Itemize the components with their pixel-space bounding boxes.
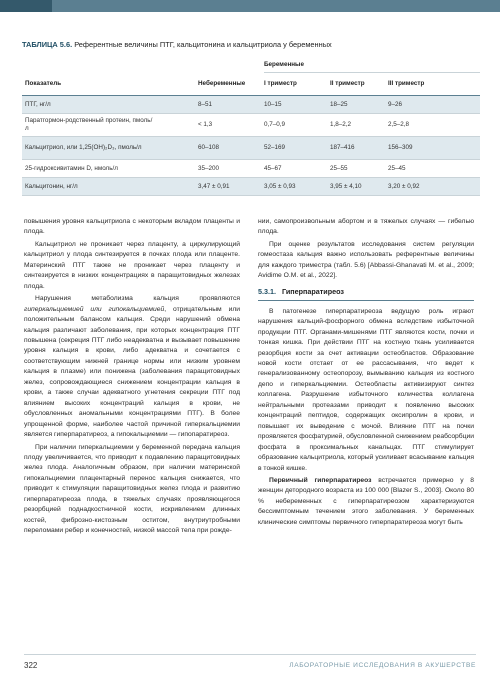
body-paragraph: [258, 476, 474, 528]
table-cell: 35–200: [198, 164, 220, 172]
table-cell: 10–15: [264, 100, 282, 108]
paragraph-text: , отрицательным или положительным балансом кальция. Среди нарушений обмена кальция различают заболевания, при которых концентрация ПТГ повышена (секреция ПТГ либо неадекватна и вызывает повышение уровня кальция в крови, либо адекватна и сочетается с соответствующим нижней границе нормы или низким уровнем кальция в плазме) или понижена (заболевания паращитовидных желез, сопровождающиеся снижением концентрации кальция в крови, а также случаи адекватного угнетения секреции ПТГ под влиянием высоких концентраций кальция в крови, не обусловленных аномальными концентрациями ПТГ). В более упрощенной форме, наиболее частой причиной гиперкальциемии является гиперпаратиреоз, а гипокальциемии — гипопаратиреоз.: [24, 305, 240, 439]
table-cell: 1,8–2,2: [330, 121, 352, 128]
body-paragraph: Кальцитриол не проникает через плаценту, а циркулирующий кальцитриол у плода синтезируется в почках плода или плаценте. Материнский ПТГ также не проникает через плаценту и синтезируется в низких концентрациях в паращитовидных железах плода.: [24, 240, 240, 290]
body-paragraph: нии, самопроизвольным абортом и в тяжелых случаях — гибелью плода.: [258, 218, 474, 236]
table-cell: 45–67: [264, 164, 282, 172]
table-cell: 3,95 ± 4,10: [330, 182, 362, 190]
table-cell: 3,20 ± 0,92: [388, 182, 420, 190]
table-cell: Кальцитриол, или 1,25(OH)₂D₃, пмоль/л: [25, 144, 142, 151]
table-header-nonpregnant: Небеременные: [198, 80, 246, 87]
top-color-bar-accent: [0, 0, 52, 12]
table-cell: 52–169: [264, 144, 286, 151]
table-cell: 3,05 ± 0,93: [264, 182, 296, 190]
reference-values-table: [22, 56, 480, 196]
table-header-trimester-2: II триместр: [330, 80, 365, 87]
running-title: ЛАБОРАТОРНЫЕ ИССЛЕДОВАНИЯ В АКУШЕРСТВЕ: [289, 662, 476, 669]
section-heading: [258, 287, 474, 301]
table-row: [22, 114, 480, 137]
body-paragraph: При оценке результатов исследования систем регуляции гомеостаза кальция важно использовать референтные величины для каждого триместра (табл. 5.6) [Abbassi-Ghanavati M. et al., 2009; Avidime O.M. et al., 2022].: [258, 240, 474, 280]
table-header-trimester-3: III триместр: [388, 80, 425, 87]
footer-rule: [24, 654, 476, 655]
table-cell: 60–108: [198, 144, 220, 151]
table-row: [22, 178, 480, 196]
table-cell: 0,7–0,9: [264, 121, 286, 128]
table-header-trimester-1: I триместр: [264, 80, 297, 87]
table-cell: 187–416: [330, 144, 355, 151]
left-text-column: [24, 217, 240, 537]
page-number: 322: [24, 661, 38, 670]
table-row: [22, 137, 480, 160]
emphasis-text: гиперкальциемией или гипокальциемией: [24, 305, 165, 313]
table-group-header: Беременные: [264, 60, 304, 68]
paragraph-text: Нарушения метаболизма кальция проявляются: [35, 295, 240, 303]
table-row: [22, 96, 480, 114]
table-cell: 18–25: [330, 100, 348, 108]
body-paragraph: повышения уровня кальцитриола с некоторым вкладом плаценты и плода.: [24, 218, 240, 236]
paragraph-text: встречается примерно у 8 женщин детородного возраста из 100 000 [Blazer S., 2003]. Около 80 % небеременных с гиперпаратиреозом характеризуются бессимптомным течением этого заболевания. У беременных клинические симптомы первичного гиперпаратиреоза могут быть: [258, 476, 474, 526]
table-cell: 25–45: [388, 164, 406, 172]
table-cell: < 1,3: [198, 121, 213, 128]
table-cell: Паратгормон-родственный протеин, пмоль/л: [25, 117, 153, 132]
table-cell: ПТГ, нг/л: [25, 100, 51, 108]
section-title: Гиперпаратиреоз: [281, 286, 344, 296]
body-paragraph: В патогенезе гиперпаратиреоза ведущую роль играют нарушения кальций-фосфорного обмена вследствие избыточной продукции ПТГ. Органами-мишенями ПТГ являются кости, почки и тонкая кишка. При действии ПТГ на костную ткань усиливается резорбция кости за счет активации остеобластов. Образование новой кости отстает от ее рассасывания, что ведет к генерализованному остеопорозу, вымыванию кальция из костного депо и гиперкальциемии. Остеобласты активизируют синтез коллагена. Разрушение избыточного количества коллагена нейтральными протеазами приводит к появлению высоких концентраций пептидов, содержащих оксипролин в крови, и повышает их выведение с мочой. Влияние ПТГ на почки проявляется фосфатурией, обусловленной снижением реабсорбции фосфата в проксимальных канальцах. ПТГ стимулирует образование кальцитриола, который усиливает всасывание кальция в тонкой кишке.: [258, 307, 474, 472]
body-paragraph: При наличии гиперкальциемии у беременной передача кальция плоду увеличивается, что приводит к подавлению паращитовидных желез плода. Аналогичным образом, при наличии материнской гипокальциемии плацентарный перенос кальция снижается, что приводит к стимуляции паращитовидных желез плода и развитию гиперпаратиреоза плода, в тяжелых случаях проявляющегося резорбцией поднадкостничной кости, искривлением длинных костей, фиброзно-кистозным оститом, внутриутробными переломами ребер и конечностей, низкой массой тела при рожде-: [24, 443, 240, 535]
section-number: 5.3.1.: [258, 286, 276, 296]
table-cell: 25-гидроксивитамин D, нмоль/л: [25, 164, 118, 172]
top-color-bar: [0, 0, 500, 12]
table-cell: 156–309: [388, 144, 413, 151]
table-cell: Кальцитонин, нг/л: [25, 182, 78, 190]
table-cell: 25–55: [330, 164, 348, 172]
body-paragraph: [24, 294, 240, 440]
table-row: [22, 160, 480, 178]
table-caption: [22, 40, 482, 49]
table-caption-text: Референтные величины ПТГ, кальцитонина и кальцитриола у беременных: [74, 40, 332, 49]
table-group-header-row: [22, 56, 480, 73]
right-text-column: [258, 217, 474, 528]
table-header-row: [22, 73, 480, 96]
table-header-indicator: Показатель: [25, 80, 62, 87]
table-cell: 9–26: [388, 100, 403, 108]
bold-term: Первичный гиперпаратиреоз: [269, 476, 372, 484]
table-cell: 8–51: [198, 100, 213, 108]
table-cell: 2,5–2,8: [388, 121, 410, 128]
table-cell: 3,47 ± 0,91: [198, 182, 230, 190]
table-caption-label: ТАБЛИЦА 5.6.: [22, 40, 73, 49]
